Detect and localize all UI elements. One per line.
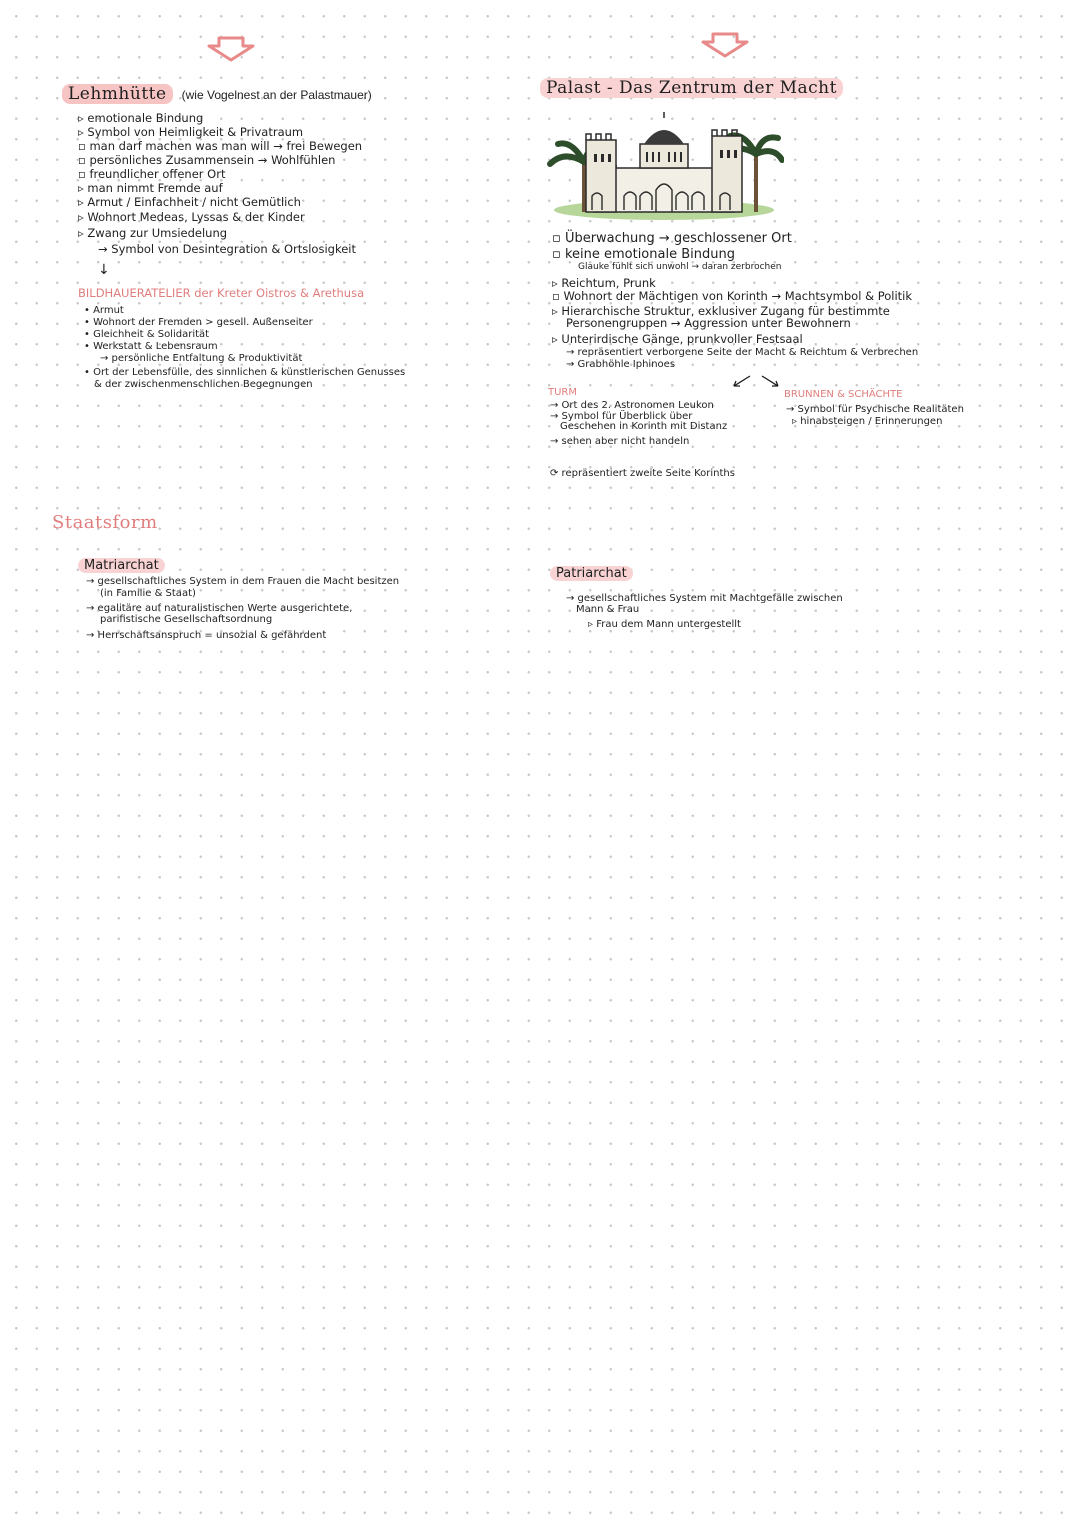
patriarchat-title: Patriarchat [550, 566, 633, 581]
palast-heading [540, 78, 843, 98]
list-item: ▹ man nimmt Fremde auf [78, 181, 223, 195]
list-item: ▫ keine emotionale Bindung [552, 247, 735, 262]
list-item: • Armut [84, 305, 124, 316]
list-item: (in Familie & Staat) [100, 588, 196, 599]
list-item: ▹ Zwang zur Umsiedelung [78, 226, 228, 240]
list-item: ▹ Reichtum, Prunk [552, 276, 656, 290]
list-item: ▹ Unterirdische Gänge, prunkvoller Festsaal [552, 332, 803, 346]
list-item: Geschehen in Korinth mit Distanz [560, 421, 728, 432]
list-item: ▹ Hierarchische Struktur, exklusiver Zugang für bestimmte [552, 304, 890, 318]
list-item: ▫ persönliches Zusammensein → Wohlfühlen [78, 153, 336, 167]
list-item: ▹ Armut / Einfachheit / nicht Gemütlich [78, 195, 301, 209]
list-item: → Grabhöhle Iphinoes [566, 359, 676, 370]
list-item: ▫ freundlicher offener Ort [78, 167, 226, 181]
list-item: • Wohnort der Fremden > gesell. Außenseiter [84, 317, 313, 328]
list-item: • Gleichheit & Solidarität [84, 329, 210, 340]
list-item: & der zwischenmenschlichen Begegnungen [94, 379, 313, 390]
list-item: → gesellschaftliches System in dem Frauen die Macht besitzen [86, 576, 400, 587]
list-item: → Symbol von Desintegration & Ortslosigkeit [98, 242, 356, 256]
staatsform-heading [52, 512, 158, 533]
list-item: • Werkstatt & Lebensraum [84, 341, 218, 352]
down-arrow-left-icon [205, 36, 257, 62]
lehmhuette-title: Lehmhütte [62, 84, 173, 104]
matriarchat-title: Matriarchat [78, 558, 165, 573]
list-item: ▹ Wohnort Medeas, Lyssas & der Kinder [78, 210, 305, 224]
down-arrow-right-icon [699, 32, 751, 58]
list-item: ▹ emotionale Bindung [78, 111, 204, 125]
staatsform-title: Staatsform [52, 512, 158, 533]
palast-title: Palast - Das Zentrum der Macht [540, 78, 843, 98]
patriarchat-heading [550, 562, 633, 581]
brunnen-title: BRUNNEN & SCHÄCHTE [784, 389, 903, 400]
list-item: ▹ hinabsteigen / Erinnerungen [792, 416, 943, 427]
palast-footer: ⟳ repräsentiert zweite Seite Korinths [550, 468, 735, 479]
list-item: Mann & Frau [576, 604, 640, 615]
branch-arrows-icon [730, 374, 784, 390]
list-item: Glauke fühlt sich unwohl → daran zerbrochen [578, 262, 782, 272]
list-item: → gesellschaftliches System mit Machtgefälle zwischen [566, 593, 843, 604]
turm-title: TURM [548, 387, 578, 398]
list-item: ▹ Symbol von Heimligkeit & Privatraum [78, 125, 304, 139]
list-item: parifistische Gesellschaftsordnung [100, 614, 273, 625]
list-item: ▫ Überwachung → geschlossener Ort [552, 231, 792, 246]
list-item: → sehen aber nicht handeln [550, 436, 690, 447]
list-item: → egalitäre auf naturalistischen Werte ausgerichtete, [86, 603, 353, 614]
list-item: → repräsentiert verborgene Seite der Macht & Reichtum & Verbrechen [566, 347, 919, 358]
matriarchat-heading [78, 554, 165, 573]
list-item: • Ort der Lebensfülle, des sinnlichen & künstlerischen Genusses [84, 367, 406, 378]
lehmhuette-heading [62, 84, 372, 104]
list-item: → Ort des 2. Astronomen Leukon [550, 400, 714, 411]
list-item: → Herrschaftsanspruch = unsozial & gefährdent [86, 630, 327, 641]
list-item: Personengruppen → Aggression unter Bewohnern [566, 316, 851, 330]
list-item: → Symbol für Überblick über [550, 411, 693, 422]
list-item: ▫ man darf machen was man will → frei Bewegen [78, 139, 363, 153]
list-item: ▫ Wohnort der Mächtigen von Korinth → Machtsymbol & Politik [552, 289, 913, 303]
palace-illustration [544, 110, 784, 222]
list-item: → Symbol für Psychische Realitäten [786, 404, 964, 415]
lehmhuette-subtitle: (wie Vogelnest an der Palastmauer) [181, 88, 372, 102]
list-item: → persönliche Entfaltung & Produktivität [100, 353, 303, 364]
atelier-title: BILDHAUERATELIER der Kreter Oistros & Arethusa [78, 286, 365, 300]
list-item: ▹ Frau dem Mann untergestellt [588, 619, 741, 630]
down-arrow-glyph: ↓ [98, 262, 110, 278]
